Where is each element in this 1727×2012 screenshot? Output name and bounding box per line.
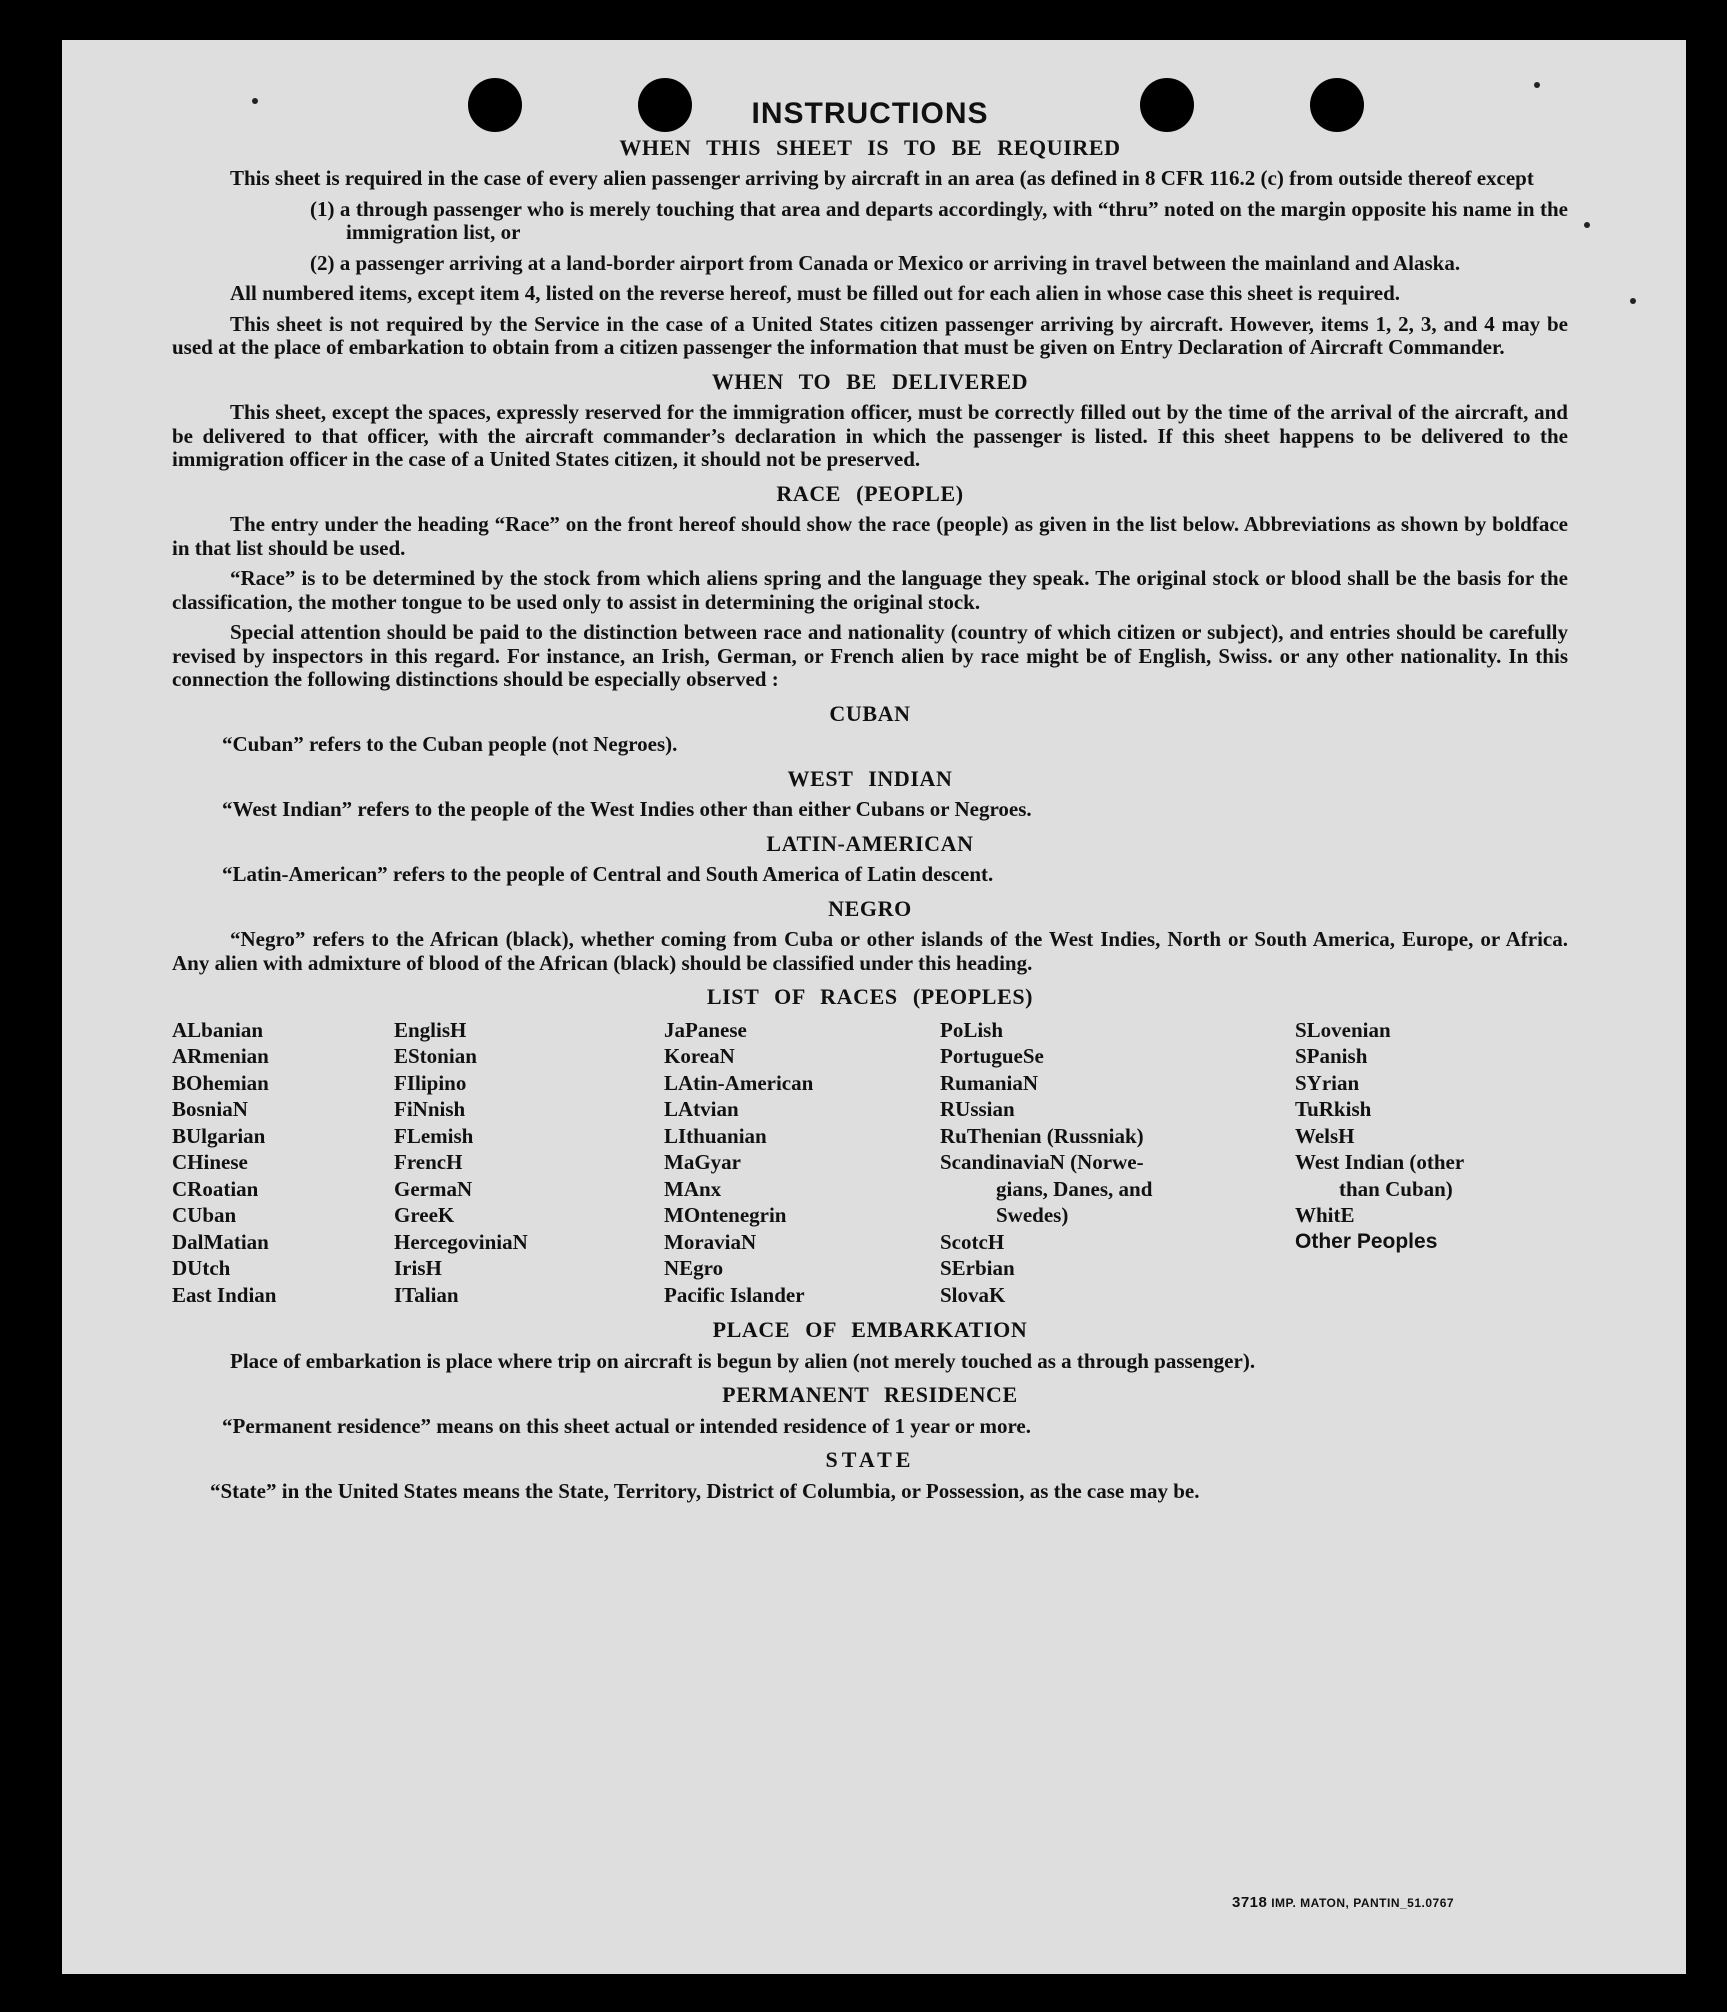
race-entry: BOhemian	[172, 1070, 269, 1095]
race-entry: CHinese	[172, 1150, 248, 1174]
race-entry: MOntenegrin	[664, 1203, 787, 1227]
race-entry: ScotcH	[940, 1229, 1005, 1254]
race-entry: EStonian	[394, 1044, 477, 1068]
race-entry: SlovaK	[940, 1282, 1006, 1307]
race-entry: LIthuanian	[664, 1123, 767, 1148]
paragraph: This sheet is required in the case of every alien passenger arriving by aircraft in an area (as defined in 8 CFR 116.2 (c) from outside thereof except	[230, 166, 1534, 190]
race-entry-continued: gians, Danes, and	[996, 1176, 1153, 1201]
races-column	[664, 1017, 940, 1309]
paragraph: “Latin-American” refers to the people of Central and South America of Latin descent.	[222, 862, 994, 886]
races-column	[1295, 1017, 1565, 1309]
race-entry: East Indian	[172, 1282, 277, 1307]
race-entry: ITalian	[394, 1282, 459, 1307]
paragraph: Place of embarkation is place where trip on aircraft is begun by alien (not merely touched as a through passenger).	[230, 1348, 1256, 1373]
race-entry: West Indian (other	[1295, 1150, 1465, 1174]
race-entry: JaPanese	[664, 1017, 747, 1042]
race-entry: LAtvian	[664, 1097, 739, 1121]
races-column	[394, 1017, 664, 1309]
race-entry: NEgro	[664, 1256, 724, 1280]
race-entry: Pacific Islander	[664, 1282, 805, 1307]
race-entry: IrisH	[394, 1256, 442, 1280]
race-entry: GermaN	[394, 1176, 473, 1201]
section-heading-latin-american: LATIN-AMERICAN	[766, 830, 974, 856]
race-entry: ALbanian	[172, 1017, 264, 1042]
race-entry: MaGyar	[664, 1150, 741, 1174]
section-heading-when-delivered: WHEN TO BE DELIVERED	[711, 368, 1029, 394]
race-entry: CRoatian	[172, 1176, 259, 1201]
race-entry: WelsH	[1295, 1123, 1355, 1148]
paragraph: “State” in the United States means the State, Territory, District of Columbia, or Possession, as the case may be.	[210, 1478, 1200, 1503]
race-entry: FLemish	[394, 1123, 474, 1148]
race-entry: MAnx	[664, 1176, 722, 1201]
list-item-exception-2: (2) a passenger arriving at a land-border airport from Canada or Mexico or arriving in travel between the mainland and Alaska.	[310, 250, 1461, 275]
printer-imprint	[1232, 1894, 1454, 1911]
print-speck	[1534, 82, 1540, 88]
page-title: INSTRUCTIONS	[751, 97, 989, 130]
section-heading-permanent-residence: PERMANENT RESIDENCE	[722, 1382, 1018, 1407]
race-entry: TuRkish	[1295, 1097, 1372, 1121]
race-entry: MoraviaN	[664, 1229, 757, 1254]
document-sheet	[62, 40, 1686, 1974]
section-heading-when-required: WHEN THIS SHEET IS TO BE REQUIRED	[619, 134, 1121, 160]
race-entry-continued: than Cuban)	[1339, 1176, 1453, 1201]
race-entry: SPanish	[1295, 1044, 1368, 1068]
paragraph: The entry under the heading “Race” on the front hereof should show the race (people) as given in the list below. Abbreviations as shown by boldface in that list should be used.	[172, 512, 1568, 560]
race-entry-other-peoples: Other Peoples	[1295, 1229, 1438, 1253]
paragraph: This sheet, except the spaces, expressly reserved for the immigration officer, must be correctly filled out by the time of the arrival of the aircraft, and be delivered to that officer, with the aircraft commander’s declaration in which the passenger is listed. If this sheet happens to be delivered to the immigration officer in the case of a United States citizen, it should not be preserved.	[172, 400, 1568, 471]
race-entry: DUtch	[172, 1256, 231, 1280]
list-item-exception-1: (1) a through passenger who is merely touching that area and departs accordingly, with “thru” noted on the margin opposite his name in the immigration list, or	[310, 196, 1568, 244]
form-number: 3718	[1232, 1894, 1268, 1911]
section-heading-state: STATE	[825, 1447, 915, 1472]
paragraph: All numbered items, except item 4, listed on the reverse hereof, must be filled out for each alien in whose case this sheet is required.	[230, 281, 1401, 305]
race-entry: DalMatian	[172, 1229, 269, 1254]
paragraph: This sheet is not required by the Service in the case of a United States citizen passenger arriving by aircraft. However, items 1, 2, 3, and 4 may be used at the place of embarkation to obtain from a citizen passenger the information that must be given on Entry Declaration of Aircraft Commander.	[172, 311, 1568, 359]
race-entry: EnglisH	[394, 1017, 467, 1042]
race-entry: RuThenian (Russniak)	[940, 1123, 1144, 1148]
print-speck	[1584, 222, 1590, 228]
races-list	[172, 1017, 1568, 1309]
instructions-content	[172, 97, 1568, 1510]
race-entry: BosniaN	[172, 1097, 248, 1121]
race-entry: CUban	[172, 1203, 237, 1227]
race-entry: PortugueSe	[940, 1044, 1044, 1068]
race-entry: WhitE	[1295, 1203, 1355, 1227]
races-column	[172, 1017, 394, 1309]
races-column	[940, 1017, 1295, 1309]
race-entry: BUlgarian	[172, 1123, 266, 1148]
print-speck	[1630, 298, 1636, 304]
race-entry: SYrian	[1295, 1070, 1360, 1095]
printer-name: IMP. MATON, PANTIN_51.0767	[1271, 1896, 1455, 1910]
race-entry: GreeK	[394, 1203, 455, 1227]
section-heading-cuban: CUBAN	[829, 700, 911, 726]
paragraph: Special attention should be paid to the distinction between race and nationality (country of which citizen or subject), and entries should be carefully revised by inspectors in this regard. For instance, an Irish, German, or French alien by race might be of English, Swiss. or any other nationality. In this connection the following distinctions should be especially observed :	[172, 620, 1568, 691]
section-heading-embarkation: PLACE OF EMBARKATION	[712, 1317, 1028, 1342]
race-entry: RumaniaN	[940, 1070, 1039, 1095]
race-entry: FIlipino	[394, 1070, 467, 1095]
race-entry: LAtin-American	[664, 1070, 814, 1095]
race-entry: FrencH	[394, 1150, 463, 1174]
race-entry: SLovenian	[1295, 1017, 1391, 1042]
section-heading-west-indian: WEST INDIAN	[787, 765, 953, 791]
race-entry: HercegoviniaN	[394, 1229, 528, 1254]
race-entry: PoLish	[940, 1017, 1004, 1042]
paragraph: “Race” is to be determined by the stock from which aliens spring and the language they speak. The original stock or blood shall be the basis for the classification, the mother tongue to be used only to assist in determining the original stock.	[172, 566, 1568, 614]
race-entry: KoreaN	[664, 1044, 735, 1068]
race-entry-continued: Swedes)	[996, 1203, 1069, 1227]
paragraph: “West Indian” refers to the people of the West Indies other than either Cubans or Negroes.	[222, 797, 1032, 821]
race-entry: ScandinaviaN (Norwe-	[940, 1150, 1144, 1174]
section-heading-list-of-races: LIST OF RACES (PEOPLES)	[706, 984, 1034, 1009]
paragraph: “Cuban” refers to the Cuban people (not Negroes).	[222, 732, 678, 756]
section-heading-race: RACE (PEOPLE)	[776, 480, 964, 506]
paragraph: “Permanent residence” means on this sheet actual or intended residence of 1 year or more.	[222, 1413, 1031, 1438]
race-entry: RUssian	[940, 1097, 1015, 1121]
race-entry: FiNnish	[394, 1097, 466, 1121]
paragraph: “Negro” refers to the African (black), whether coming from Cuba or other islands of the West Indies, North or South America, Europe, or Africa. Any alien with admixture of blood of the African (black) should be classified under this heading.	[172, 927, 1568, 975]
race-entry: ARmenian	[172, 1044, 269, 1068]
race-entry: SErbian	[940, 1256, 1015, 1280]
section-heading-negro: NEGRO	[828, 895, 912, 921]
